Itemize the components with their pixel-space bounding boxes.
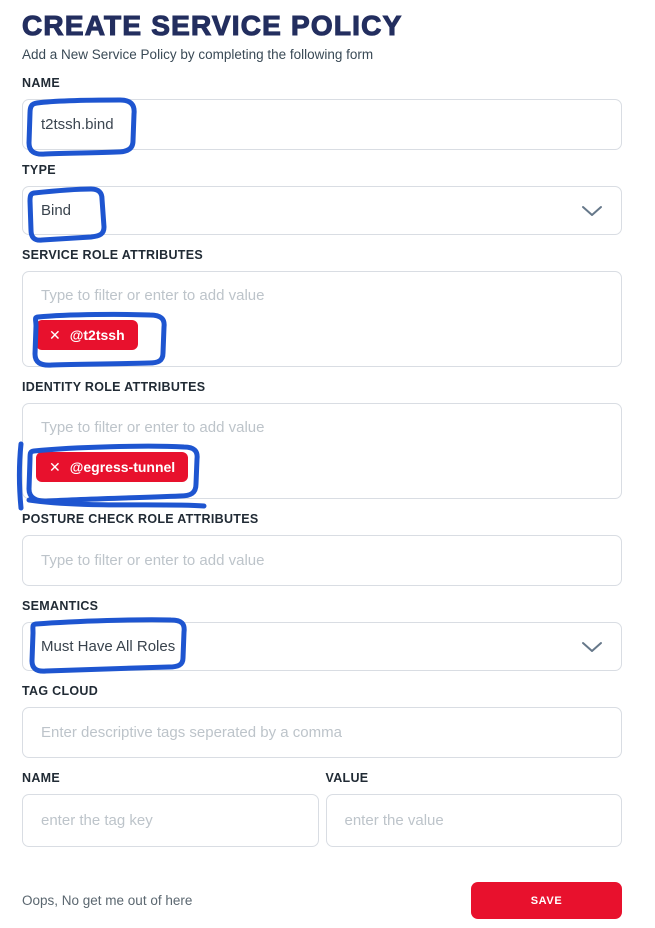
- semantics-select-value: Must Have All Roles: [41, 638, 176, 655]
- semantics-label: SEMANTICS: [22, 599, 99, 613]
- tag-name-label: NAME: [22, 771, 61, 785]
- name-label: NAME: [22, 76, 61, 90]
- cancel-link[interactable]: Oops, No get me out of here: [22, 893, 193, 908]
- tag-cloud-input[interactable]: [22, 707, 622, 758]
- chip-label: @egress-tunnel: [69, 459, 176, 475]
- type-select[interactable]: [22, 186, 622, 235]
- identity-role-attributes-input[interactable]: [23, 406, 621, 448]
- remove-icon[interactable]: ✕: [49, 327, 61, 343]
- chip-label: @t2tssh: [69, 327, 125, 343]
- type-label: TYPE: [22, 163, 56, 177]
- chevron-down-icon: [581, 641, 603, 653]
- tag-value-label: VALUE: [325, 771, 369, 785]
- identity-role-attributes-label: IDENTITY ROLE ATTRIBUTES: [22, 380, 206, 394]
- chevron-down-icon: [581, 205, 603, 217]
- service-role-attributes-input[interactable]: [23, 274, 621, 316]
- page-title: CREATE SERVICE POLICY: [22, 10, 403, 41]
- service-role-chip[interactable]: [36, 320, 138, 350]
- tag-value-input[interactable]: [326, 794, 623, 847]
- tag-cloud-label: TAG CLOUD: [22, 684, 99, 698]
- service-role-attributes-box: [22, 271, 622, 367]
- remove-icon[interactable]: ✕: [49, 459, 61, 475]
- page-subtitle: Add a New Service Policy by completing the following form: [22, 47, 374, 62]
- save-button[interactable]: SAVE: [471, 882, 622, 919]
- tag-name-input[interactable]: [22, 794, 319, 847]
- service-role-attributes-label: SERVICE ROLE ATTRIBUTES: [22, 248, 203, 262]
- posture-check-role-attributes-input[interactable]: [22, 535, 622, 586]
- identity-role-chip[interactable]: [36, 452, 188, 482]
- semantics-select[interactable]: [22, 622, 622, 671]
- identity-role-attributes-box: [22, 403, 622, 499]
- posture-check-role-attributes-label: POSTURE CHECK ROLE ATTRIBUTES: [22, 512, 259, 526]
- name-input[interactable]: [22, 99, 622, 150]
- type-select-value: Bind: [41, 202, 72, 219]
